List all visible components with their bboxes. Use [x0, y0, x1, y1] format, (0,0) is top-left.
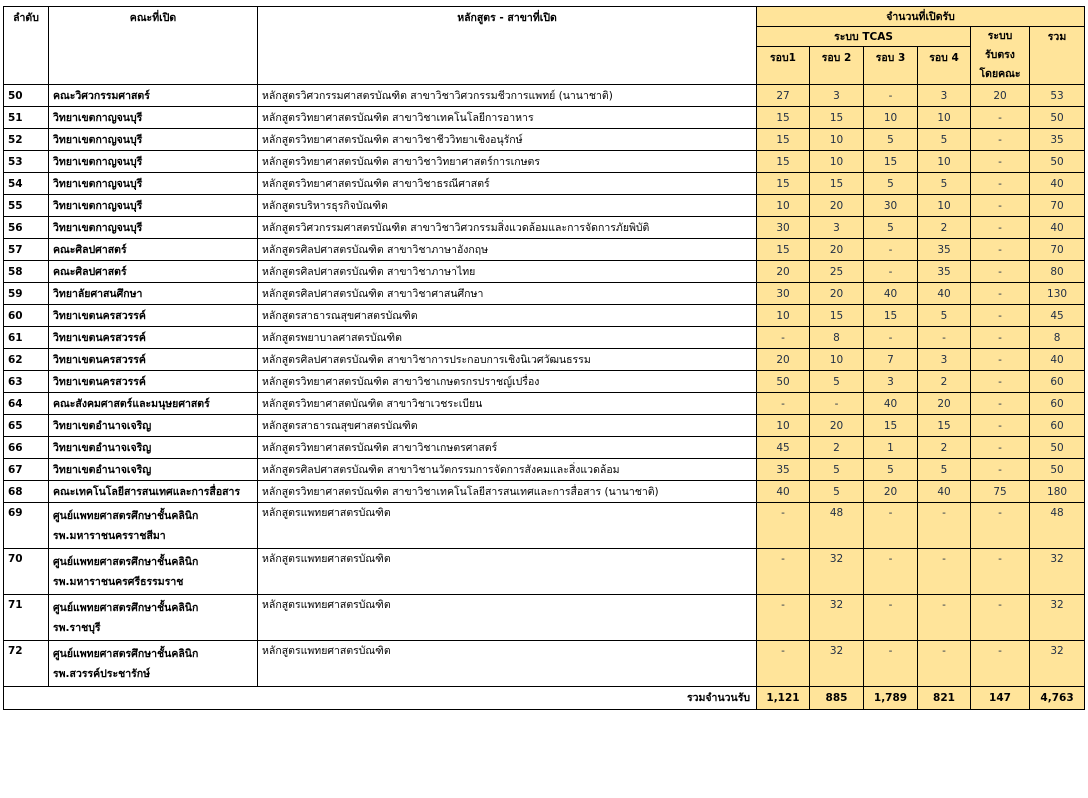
row-number: 70 [4, 549, 49, 595]
row-r1: - [757, 393, 810, 415]
row-faculty [49, 85, 258, 107]
table-row [4, 327, 1085, 349]
row-program: หลักสูตรบริหารธุรกิจบัณฑิต [258, 195, 757, 217]
col-header-round-3: รอบ 3 [864, 47, 918, 85]
faculty-name: คณะศิลปศาสตร์ [53, 243, 127, 256]
totals-round-3: 1,789 [864, 687, 918, 710]
row-r3: - [864, 85, 918, 107]
table-row [4, 415, 1085, 437]
row-number: 50 [4, 85, 49, 107]
row-faculty [49, 261, 258, 283]
row-r3: - [864, 261, 918, 283]
row-direct: - [971, 261, 1030, 283]
row-number: 54 [4, 173, 49, 195]
row-faculty [49, 371, 258, 393]
row-r1: 15 [757, 239, 810, 261]
direct-line-1: ระบบ [987, 30, 1013, 42]
row-r4: - [918, 595, 971, 641]
row-r3: 40 [864, 393, 918, 415]
direct-line-3: โดยคณะ [979, 68, 1021, 80]
row-direct: 20 [971, 85, 1030, 107]
faculty-name: วิทยาเขตกาญจนบุรี [53, 155, 143, 168]
col-header-round-2: รอบ 2 [810, 47, 864, 85]
table-body [4, 85, 1085, 687]
row-r1: - [757, 327, 810, 349]
row-direct: - [971, 459, 1030, 481]
row-r4: 2 [918, 437, 971, 459]
row-direct: - [971, 327, 1030, 349]
row-r3: 5 [864, 173, 918, 195]
row-r4: 3 [918, 85, 971, 107]
row-r1: 20 [757, 349, 810, 371]
table-row [4, 393, 1085, 415]
row-r2: 32 [810, 641, 864, 687]
row-r2: 3 [810, 217, 864, 239]
row-direct: - [971, 349, 1030, 371]
totals-sum: 4,763 [1030, 687, 1085, 710]
row-direct: - [971, 393, 1030, 415]
row-r3: 1 [864, 437, 918, 459]
row-direct: - [971, 503, 1030, 549]
row-direct: - [971, 173, 1030, 195]
col-header-total: รวม [1030, 27, 1085, 85]
faculty-subname: รพ.มหาราชนครศรีธรรมราช [53, 576, 184, 588]
row-total: 50 [1030, 437, 1085, 459]
row-number: 53 [4, 151, 49, 173]
row-number: 58 [4, 261, 49, 283]
row-r1: 35 [757, 459, 810, 481]
row-program: หลักสูตรวิศวกรรมศาสตรบัณฑิต สาขาวิชาวิศวกรรมชีวการแพทย์ (นานาชาติ) [258, 85, 757, 107]
faculty-name: วิทยาเขตอำนาจเจริญ [53, 463, 152, 476]
row-program: หลักสูตรศิลปศาสตรบัณฑิต สาขาวิชานวัตกรรมการจัดการสังคมและสิ่งแวดล้อม [258, 459, 757, 481]
faculty-name: วิทยาเขตกาญจนบุรี [53, 133, 143, 146]
table-row [4, 107, 1085, 129]
col-header-round-4: รอบ 4 [918, 47, 971, 85]
col-header-faculty: คณะที่เปิด [49, 7, 258, 85]
faculty-name: ศูนย์แพทยศาสตรศึกษาชั้นคลินิก [53, 556, 199, 568]
row-faculty [49, 173, 258, 195]
row-direct: - [971, 283, 1030, 305]
row-faculty [49, 151, 258, 173]
table-row [4, 503, 1085, 549]
row-r2: 15 [810, 107, 864, 129]
row-number: 67 [4, 459, 49, 481]
table-row [4, 595, 1085, 641]
row-program: หลักสูตรสาธารณสุขศาสตรบัณฑิต [258, 415, 757, 437]
table-row [4, 549, 1085, 595]
row-r2: 15 [810, 173, 864, 195]
table-row [4, 129, 1085, 151]
row-r4: 10 [918, 195, 971, 217]
row-r3: 15 [864, 151, 918, 173]
admission-table [3, 6, 1085, 710]
row-program: หลักสูตรศิลปศาสตรบัณฑิต สาขาวิชาการประกอบการเชิงนิเวศวัฒนธรรม [258, 349, 757, 371]
faculty-name: ศูนย์แพทยศาสตรศึกษาชั้นคลินิก [53, 510, 199, 522]
row-r1: - [757, 595, 810, 641]
table-row [4, 459, 1085, 481]
row-number: 63 [4, 371, 49, 393]
row-number: 56 [4, 217, 49, 239]
totals-round-4: 821 [918, 687, 971, 710]
row-program: หลักสูตรศิลปศาสตรบัณฑิต สาขาวิชาภาษาไทย [258, 261, 757, 283]
row-direct: - [971, 217, 1030, 239]
row-program: หลักสูตรศิลปศาสตรบัณฑิต สาขาวิชาศาสนศึกษา [258, 283, 757, 305]
row-r4: 20 [918, 393, 971, 415]
row-program: หลักสูตรศิลปศาสตรบัณฑิต สาขาวิชาภาษาอังกฤษ [258, 239, 757, 261]
row-faculty [49, 549, 258, 595]
row-r1: 10 [757, 195, 810, 217]
col-header-round-1: รอบ1 [757, 47, 810, 85]
row-r2: 3 [810, 85, 864, 107]
row-r1: 15 [757, 151, 810, 173]
row-r3: 5 [864, 129, 918, 151]
row-direct: - [971, 437, 1030, 459]
row-r3: - [864, 549, 918, 595]
row-r1: - [757, 641, 810, 687]
row-number: 66 [4, 437, 49, 459]
row-total: 80 [1030, 261, 1085, 283]
row-r1: 30 [757, 283, 810, 305]
row-faculty [49, 481, 258, 503]
row-r3: 15 [864, 415, 918, 437]
table-row [4, 85, 1085, 107]
row-direct: - [971, 239, 1030, 261]
row-total: 130 [1030, 283, 1085, 305]
row-r2: 25 [810, 261, 864, 283]
row-faculty [49, 349, 258, 371]
row-r2: 10 [810, 349, 864, 371]
row-r4: - [918, 641, 971, 687]
row-r1: 45 [757, 437, 810, 459]
row-number: 64 [4, 393, 49, 415]
row-total: 45 [1030, 305, 1085, 327]
row-direct: 75 [971, 481, 1030, 503]
row-r2: 20 [810, 283, 864, 305]
row-program: หลักสูตรวิทยาศาสตรบัณฑิต สาขาวิชาเทคโนโลยีสารสนเทศและการสื่อสาร (นานาชาติ) [258, 481, 757, 503]
row-r1: 30 [757, 217, 810, 239]
row-r4: - [918, 503, 971, 549]
row-total: 53 [1030, 85, 1085, 107]
faculty-name: คณะสังคมศาสตร์และมนุษยศาสตร์ [53, 397, 210, 410]
row-total: 40 [1030, 173, 1085, 195]
row-total: 32 [1030, 549, 1085, 595]
row-r1: - [757, 549, 810, 595]
faculty-name: วิทยาเขตกาญจนบุรี [53, 199, 143, 212]
row-r2: 20 [810, 195, 864, 217]
row-program: หลักสูตรพยาบาลศาสตรบัณฑิต [258, 327, 757, 349]
table-row [4, 305, 1085, 327]
row-total: 50 [1030, 459, 1085, 481]
row-program: หลักสูตรแพทยศาสตรบัณฑิต [258, 641, 757, 687]
row-total: 32 [1030, 641, 1085, 687]
row-faculty [49, 415, 258, 437]
row-program: หลักสูตรวิศวกรรมศาสตรบัณฑิต สาขาวิชาวิศวกรรมสิ่งแวดล้อมและการจัดการภัยพิบัติ [258, 217, 757, 239]
row-number: 72 [4, 641, 49, 687]
faculty-name: วิทยาเขตนครสวรรค์ [53, 309, 146, 322]
row-faculty [49, 437, 258, 459]
row-r4: 10 [918, 151, 971, 173]
row-r1: 10 [757, 305, 810, 327]
col-header-tcas: ระบบ TCAS [757, 27, 971, 47]
row-r4: 35 [918, 239, 971, 261]
row-program: หลักสูตรแพทยศาสตรบัณฑิต [258, 503, 757, 549]
row-total: 40 [1030, 217, 1085, 239]
row-r3: - [864, 595, 918, 641]
row-faculty [49, 459, 258, 481]
table-row [4, 151, 1085, 173]
row-direct: - [971, 129, 1030, 151]
row-total: 35 [1030, 129, 1085, 151]
row-number: 51 [4, 107, 49, 129]
row-r2: 2 [810, 437, 864, 459]
faculty-name: ศูนย์แพทยศาสตรศึกษาชั้นคลินิก [53, 602, 199, 614]
row-direct: - [971, 549, 1030, 595]
faculty-name: วิทยาเขตกาญจนบุรี [53, 177, 143, 190]
row-program: หลักสูตรสาธารณสุขศาสตรบัณฑิต [258, 305, 757, 327]
table-row [4, 217, 1085, 239]
row-r3: 10 [864, 107, 918, 129]
row-r3: 7 [864, 349, 918, 371]
direct-line-2: รับตรง [985, 49, 1015, 61]
row-r2: 20 [810, 415, 864, 437]
faculty-name: วิทยาเขตนครสวรรค์ [53, 375, 146, 388]
row-total: 32 [1030, 595, 1085, 641]
row-r2: 32 [810, 595, 864, 641]
faculty-name: วิทยาเขตนครสวรรค์ [53, 353, 146, 366]
faculty-name: วิทยาเขตกาญจนบุรี [53, 111, 143, 124]
row-r2: 8 [810, 327, 864, 349]
row-r3: - [864, 239, 918, 261]
faculty-name: ศูนย์แพทยศาสตรศึกษาชั้นคลินิก [53, 648, 199, 660]
row-total: 48 [1030, 503, 1085, 549]
row-faculty [49, 641, 258, 687]
row-direct: - [971, 415, 1030, 437]
row-program: หลักสูตรวิทยาศาสตบัณฑิต สาขาวิชาเวชระเบียน [258, 393, 757, 415]
row-r2: 5 [810, 459, 864, 481]
row-r3: 30 [864, 195, 918, 217]
faculty-name: วิทยาเขตนครสวรรค์ [53, 331, 146, 344]
row-number: 71 [4, 595, 49, 641]
faculty-name: คณะศิลปศาสตร์ [53, 265, 127, 278]
row-r4: 5 [918, 305, 971, 327]
faculty-name: วิทยาเขตกาญจนบุรี [53, 221, 143, 234]
row-number: 65 [4, 415, 49, 437]
row-r4: 40 [918, 283, 971, 305]
row-number: 57 [4, 239, 49, 261]
table-row [4, 349, 1085, 371]
faculty-name: วิทยาลัยศาสนศึกษา [53, 287, 143, 300]
row-total: 60 [1030, 371, 1085, 393]
row-program: หลักสูตรวิทยาศาสตรบัณฑิต สาขาวิชาธรณีศาสตร์ [258, 173, 757, 195]
row-faculty [49, 327, 258, 349]
row-total: 8 [1030, 327, 1085, 349]
row-program: หลักสูตรแพทยศาสตรบัณฑิต [258, 549, 757, 595]
faculty-name: คณะวิศวกรรมศาสตร์ [53, 89, 150, 102]
row-r3: 15 [864, 305, 918, 327]
row-r4: 5 [918, 129, 971, 151]
row-r2: 10 [810, 151, 864, 173]
row-r4: 3 [918, 349, 971, 371]
row-program: หลักสูตรวิทยาศาสตรบัณฑิต สาขาวิชาเกษตรศาสตร์ [258, 437, 757, 459]
row-faculty [49, 503, 258, 549]
row-r3: 5 [864, 459, 918, 481]
col-header-direct [971, 27, 1030, 85]
faculty-subname: รพ.สวรรค์ประชารักษ์ [53, 668, 151, 680]
row-program: หลักสูตรวิทยาศาสตรบัณฑิต สาขาวิชาเทคโนโลยีการอาหาร [258, 107, 757, 129]
row-r1: 27 [757, 85, 810, 107]
row-faculty [49, 239, 258, 261]
row-direct: - [971, 305, 1030, 327]
row-r2: 32 [810, 549, 864, 595]
row-r3: 20 [864, 481, 918, 503]
row-total: 60 [1030, 415, 1085, 437]
row-total: 70 [1030, 239, 1085, 261]
table-row [4, 481, 1085, 503]
col-header-program: หลักสูตร - สาขาที่เปิด [258, 7, 757, 85]
row-faculty [49, 195, 258, 217]
row-total: 60 [1030, 393, 1085, 415]
row-r3: - [864, 327, 918, 349]
faculty-subname: รพ.มหาราชนครราชสีมา [53, 530, 166, 542]
row-r2: 10 [810, 129, 864, 151]
row-faculty [49, 129, 258, 151]
row-number: 60 [4, 305, 49, 327]
faculty-name: วิทยาเขตอำนาจเจริญ [53, 441, 152, 454]
table-row [4, 261, 1085, 283]
row-r2: 5 [810, 371, 864, 393]
row-r4: 15 [918, 415, 971, 437]
row-r4: 35 [918, 261, 971, 283]
row-faculty [49, 107, 258, 129]
row-r4: 5 [918, 459, 971, 481]
totals-direct: 147 [971, 687, 1030, 710]
row-program: หลักสูตรวิทยาศาสตรบัณฑิต สาขาวิชาเกษตรกรปราชญ์เปรื่อง [258, 371, 757, 393]
row-number: 68 [4, 481, 49, 503]
row-program: หลักสูตรแพทยศาสตรบัณฑิต [258, 595, 757, 641]
row-number: 62 [4, 349, 49, 371]
row-r1: 15 [757, 173, 810, 195]
faculty-subname: รพ.ราชบุรี [53, 622, 101, 634]
row-faculty [49, 595, 258, 641]
row-number: 61 [4, 327, 49, 349]
totals-label: รวมจำนวนรับ [4, 687, 757, 710]
row-total: 180 [1030, 481, 1085, 503]
faculty-name: วิทยาเขตอำนาจเจริญ [53, 419, 152, 432]
row-r4: 40 [918, 481, 971, 503]
row-r1: - [757, 503, 810, 549]
row-r2: 5 [810, 481, 864, 503]
row-r4: - [918, 327, 971, 349]
table-row [4, 283, 1085, 305]
row-r1: 15 [757, 107, 810, 129]
row-r4: 10 [918, 107, 971, 129]
faculty-name: คณะเทคโนโลยีสารสนเทศและการสื่อสาร [53, 485, 241, 498]
row-r3: 3 [864, 371, 918, 393]
row-direct: - [971, 595, 1030, 641]
totals-row [4, 687, 1085, 710]
row-r3: - [864, 641, 918, 687]
row-total: 70 [1030, 195, 1085, 217]
row-r4: 2 [918, 371, 971, 393]
row-r1: 20 [757, 261, 810, 283]
row-r1: 10 [757, 415, 810, 437]
row-r4: 2 [918, 217, 971, 239]
row-r2: - [810, 393, 864, 415]
row-r2: 15 [810, 305, 864, 327]
row-direct: - [971, 641, 1030, 687]
row-total: 50 [1030, 151, 1085, 173]
row-r1: 15 [757, 129, 810, 151]
table-row [4, 371, 1085, 393]
row-total: 50 [1030, 107, 1085, 129]
row-number: 55 [4, 195, 49, 217]
totals-round-2: 885 [810, 687, 864, 710]
row-program: หลักสูตรวิทยาศาสตรบัณฑิต สาขาวิชาวิทยาศาสตร์การเกษตร [258, 151, 757, 173]
table-row [4, 173, 1085, 195]
row-r1: 40 [757, 481, 810, 503]
row-number: 69 [4, 503, 49, 549]
row-r4: - [918, 549, 971, 595]
row-direct: - [971, 371, 1030, 393]
row-faculty [49, 305, 258, 327]
col-header-no: ลำดับ [4, 7, 49, 85]
row-number: 59 [4, 283, 49, 305]
row-r3: 5 [864, 217, 918, 239]
row-faculty [49, 393, 258, 415]
table-row [4, 641, 1085, 687]
row-direct: - [971, 151, 1030, 173]
table-row [4, 239, 1085, 261]
row-r2: 48 [810, 503, 864, 549]
row-r4: 5 [918, 173, 971, 195]
row-number: 52 [4, 129, 49, 151]
row-r3: - [864, 503, 918, 549]
header-row-1 [4, 7, 1085, 27]
row-direct: - [971, 107, 1030, 129]
row-r3: 40 [864, 283, 918, 305]
row-direct: - [971, 195, 1030, 217]
row-faculty [49, 217, 258, 239]
table-row [4, 437, 1085, 459]
totals-round-1: 1,121 [757, 687, 810, 710]
row-program: หลักสูตรวิทยาศาสตรบัณฑิต สาขาวิชาชีววิทยาเชิงอนุรักษ์ [258, 129, 757, 151]
row-r2: 20 [810, 239, 864, 261]
col-header-open-count: จำนวนที่เปิดรับ [757, 7, 1085, 27]
table-row [4, 195, 1085, 217]
row-faculty [49, 283, 258, 305]
row-r1: 50 [757, 371, 810, 393]
row-total: 40 [1030, 349, 1085, 371]
